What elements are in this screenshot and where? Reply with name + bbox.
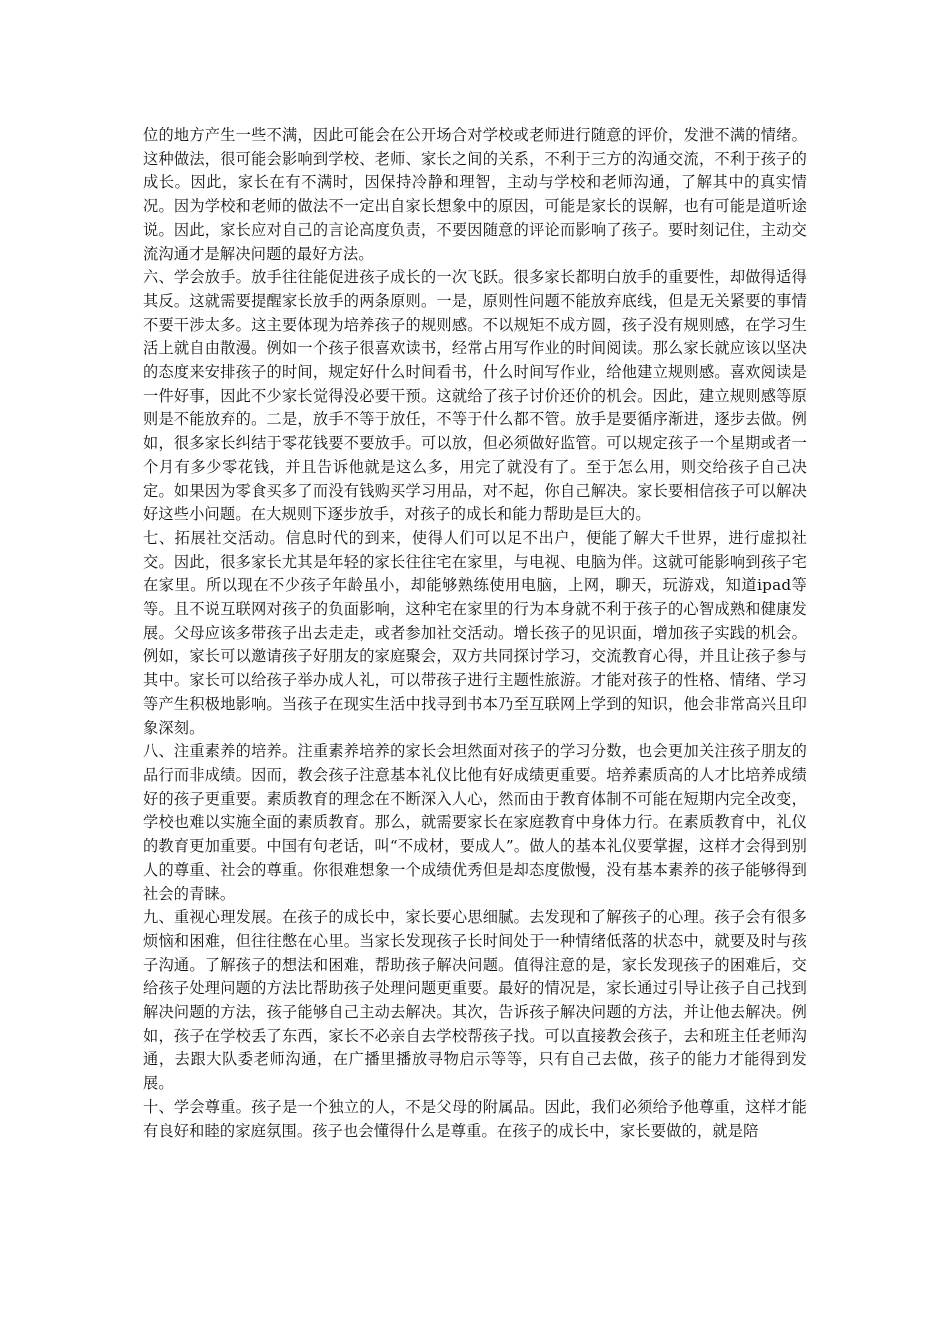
paragraph-section-10: 十、学会尊重。孩子是一个独立的人，不是父母的附属品。因此，我们必须给予他尊重，这样才能有良好和睦的家庭氛围。孩子也会懂得什么是尊重。在孩子的成长中，家长要做的，就是陪 xyxy=(143,1097,807,1140)
document-body xyxy=(143,124,807,1143)
paragraph-section-8: 八、注重素养的培养。注重素养培养的家长会坦然面对孩子的学习分数，也会更加关注孩子朋友的品行而非成绩。因而，教会孩子注意基本礼仪比他有好成绩更重要。培养素质高的人才比培养成绩好的孩子更重要。素质教育的理念在不断深入人心，然而由于教育体制不可能在短期内完全改变，学校也难以实施全面的素质教育。那么，就需要家长在家庭教育中身体力行。在素质教育中，礼仪的教育更加重要。中国有句老话，叫“不成材，要成人”。做人的基本礼仪要掌握，这样才会得到别人的尊重、社会的尊重。你很难想象一个成绩优秀但是却态度傲慢，没有基本素养的孩子能够得到社会的青睐。 xyxy=(143,742,807,903)
paragraph-section-6: 六、学会放手。放手往往能促进孩子成长的一次飞跃。很多家长都明白放手的重要性，却做得适得其反。这就需要提醒家长放手的两条原则。一是，原则性问题不能放弃底线，但是无关紧要的事情不要干涉太多。这主要体现为培养孩子的规则感。不以规矩不成方圆，孩子没有规则感，在学习生活上就自由散漫。例如一个孩子很喜欢读书，经常占用写作业的时间阅读。那么家长就应该以坚决的态度来安排孩子的时间，规定好什么时间看书，什么时间写作业，给他建立规则感。喜欢阅读是一件好事，因此不少家长觉得没必要干预。这就给了孩子讨价还价的机会。因此，建立规则感等原则是不能放弃的。二是，放手不等于放任，不等于什么都不管。放手是要循序渐进，逐步去做。例如，很多家长纠结于零花钱要不要放手。可以放，但必须做好监管。可以规定孩子一个星期或者一个月有多少零花钱，并且告诉他就是这么多，用完了就没有了。至于怎么用，则交给孩子自己决定。如果因为零食买多了而没有钱购买学习用品，对不起，你自己解决。家长要相信孩子可以解决好这些小问题。在大规则下逐步放手，对孩子的成长和能力帮助是巨大的。 xyxy=(143,268,807,524)
paragraph-section-9: 九、重视心理发展。在孩子的成长中，家长要心思细腻。去发现和了解孩子的心理。孩子会有很多烦恼和困难，但往往憋在心里。当家长发现孩子长时间处于一种情绪低落的状态中，就要及时与孩子沟通。了解孩子的想法和困难，帮助孩子解决问题。值得注意的是，家长发现孩子的困难后，交给孩子处理问题的方法比帮助孩子处理问题更重要。最好的情况是，家长通过引导让孩子自己找到解决问题的方法，孩子能够自己主动去解决。其次，告诉孩子解决问题的方法，并让他去解决。例如，孩子在学校丢了东西，家长不必亲自去学校帮孩子找。可以直接教会孩子，去和班主任老师沟通，去跟大队委老师沟通，在广播里播放寻物启示等等，只有自己去做，孩子的能力才能得到发展。 xyxy=(143,908,807,1093)
paragraph-continuation: 位的地方产生一些不满，因此可能会在公开场合对学校或老师进行随意的评价，发泄不满的情绪。这种做法，很可能会影响到学校、老师、家长之间的关系，不利于三方的沟通交流，不利于孩子的成长。因此，家长在有不满时，因保持冷静和理智，主动与学校和老师沟通，了解其中的真实情况。因为学校和老师的做法不一定出自家长想象中的原因，可能是家长的误解，也有可能是道听途说。因此，家长应对自己的言论高度负责，不要因随意的评论而影响了孩子。要时刻记住，主动交流沟通才是解决问题的最好方法。 xyxy=(143,126,807,263)
paragraph-section-7: 七、拓展社交活动。信息时代的到来，使得人们可以足不出户，便能了解大千世界，进行虚拟社交。因此，很多家长尤其是年轻的家长往往宅在家里，与电视、电脑为伴。这就可能影响到孩子宅在家里。所以现在不少孩子年龄虽小，却能够熟练使用电脑，上网，聊天，玩游戏，知道ipad等等。且不说互联网对孩子的负面影响，这种宅在家里的行为本身就不利于孩子的心智成熟和健康发展。父母应该多带孩子出去走走，或者参加社交活动。增长孩子的见识面，增加孩子实践的机会。例如，家长可以邀请孩子好朋友的家庭聚会，双方共同探讨学习，交流教育心得，并且让孩子参与其中。家长可以给孩子举办成人礼，可以带孩子进行主题性旅游。才能对孩子的性格、情绪、学习等产生积极地影响。当孩子在现实生活中找寻到书本乃至互联网上学到的知识，他会非常高兴且印象深刻。 xyxy=(143,528,807,737)
